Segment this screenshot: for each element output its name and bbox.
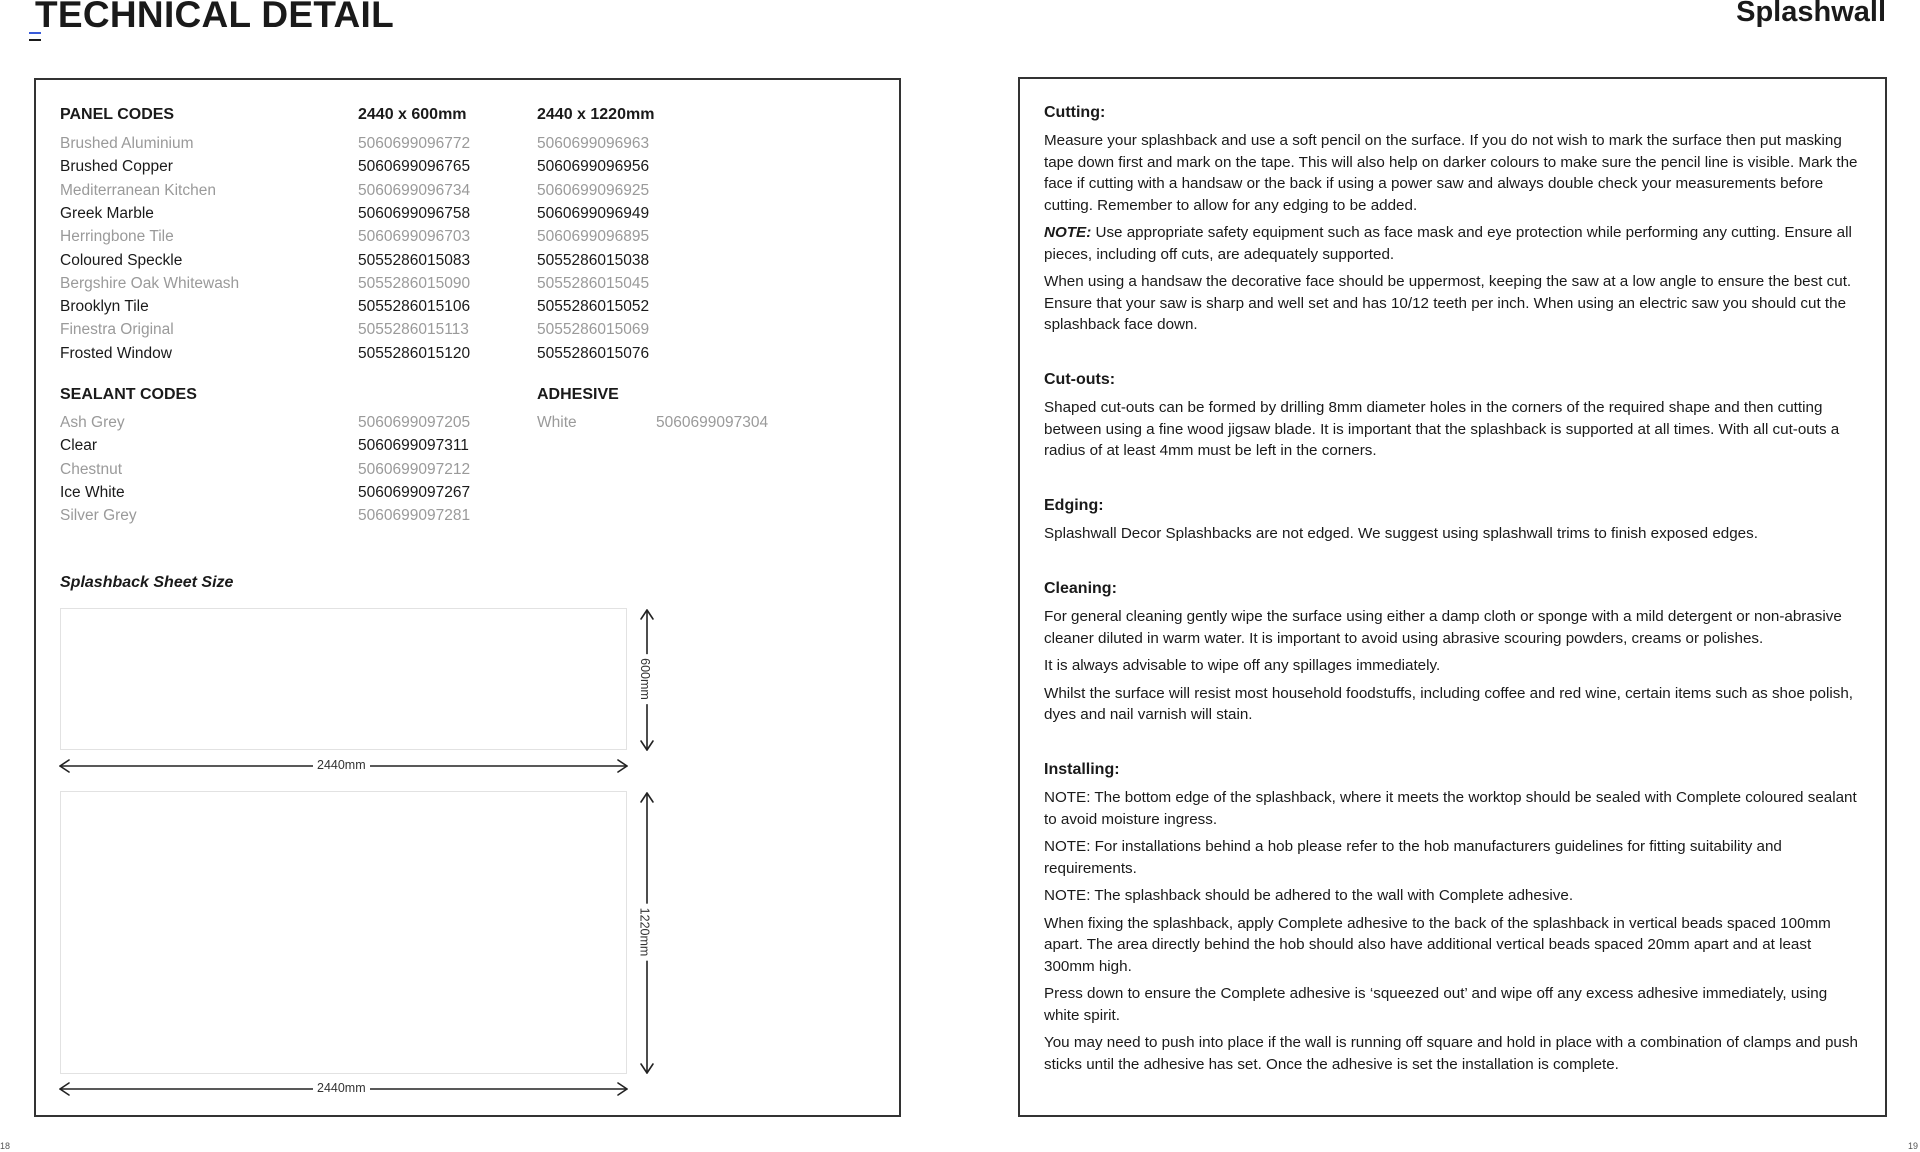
- sealant-code: 5060699097205: [358, 414, 471, 431]
- panel-name: Brushed Copper: [60, 158, 173, 176]
- cleaning-paragraph-2: It is always advisable to wipe off any spillages immediately.: [1044, 657, 1441, 674]
- sealant-code: 5060699097212: [358, 460, 471, 478]
- sealant-codes-heading: SEALANT CODES: [60, 386, 197, 403]
- panel-code-1220: 5055286015052: [537, 298, 650, 316]
- installing-paragraph-4: When fixing the splashback, apply Complete adhesive to the back of the splashback in vertical beads spaced 100mm apart. The area directly behind the hob should also have additional vertical beads spaced 20mm apart and at least 300mm high.: [1044, 914, 1831, 975]
- panel-code-600: 5060699096734: [358, 181, 471, 199]
- panel-name: Bergshire Oak Whitewash: [60, 274, 240, 292]
- small-height-label: 600mm: [638, 654, 652, 704]
- panel-name: Coloured Speckle: [60, 251, 183, 269]
- panel-code-1220: 5060699096956: [537, 158, 650, 176]
- panel-code-1220: 5060699096963: [537, 135, 650, 152]
- cutting-note-lead: NOTE:: [1044, 224, 1092, 241]
- cutting-paragraph-3: When using a handsaw the decorative face should be uppermost, keeping the saw at a low angle to ensure the best cut. Ensure that your saw is sharp and well set and has 10/12 teeth per inch. When using an electric saw you should cut the splashback face down.: [1044, 273, 1852, 333]
- panel-codes-col-600: 2440 x 600mm: [358, 106, 467, 123]
- installing-paragraph-2: NOTE: For installations behind a hob please refer to the hob manufacturers guidelines for fitting suitability and requirements.: [1044, 838, 1782, 877]
- panel-name: Frosted Window: [60, 344, 172, 362]
- cutting-paragraph-1: Measure your splashback and use a soft pencil on the surface. If you do not wish to mark the surface then put masking tape down first and mark on the tape. This will also help on darker colours to make sure the pencil line is visible. Mark the face if cutting with a handsaw or the back if using a power saw and always double check your measurements before cutting. Remember to allow for any edging to be added.: [1044, 132, 1858, 214]
- installing-paragraph-3: NOTE: The splashback should be adhered to the wall with Complete adhesive.: [1044, 887, 1574, 904]
- panel-code-1220: 5055286015069: [537, 321, 650, 339]
- small-width-label: 2440mm: [313, 758, 370, 772]
- panel-name: Mediterranean Kitchen: [60, 181, 216, 199]
- panel-code-600: 5055286015120: [358, 344, 471, 362]
- installing-paragraph-1: NOTE: The bottom edge of the splashback, where it meets the worktop should be sealed with Complete coloured sealant to avoid moisture ingress.: [1044, 789, 1857, 828]
- cleaning-section: [1044, 580, 1864, 732]
- cleaning-paragraph-1: For general cleaning gently wipe the surface using either a damp cloth or sponge with a mild detergent or non-abrasive cleaner diluted in warm water. It is important to avoid using abrasive scouring powders, creams or polishes.: [1044, 608, 1842, 647]
- installing-section: [1044, 761, 1864, 1081]
- panel-code-1220: 5060699096949: [537, 204, 650, 222]
- sealant-name: Silver Grey: [60, 507, 137, 525]
- adhesive-heading: ADHESIVE: [537, 386, 619, 403]
- cutting-heading: Cutting:: [1044, 104, 1106, 121]
- panel-name: Greek Marble: [60, 204, 154, 222]
- panel-name: Finestra Original: [60, 321, 174, 339]
- adhesive-code: 5060699097304: [656, 414, 769, 431]
- sealant-name: Ice White: [60, 483, 125, 501]
- sealant-code: 5060699097281: [358, 507, 471, 525]
- page-number-left: 18: [0, 1141, 11, 1151]
- installing-paragraph-6: You may need to push into place if the wall is running off square and hold in place with a combination of clamps and push sticks until the adhesive has set. Once the adhesive is set the installation is complete.: [1044, 1034, 1858, 1073]
- panel-code-600: 5060699096772: [358, 135, 471, 152]
- cutouts-section: [1044, 371, 1864, 468]
- sealant-code: 5060699097311: [358, 437, 469, 455]
- sealant-name: Ash Grey: [60, 414, 125, 431]
- large-height-label: 1220mm: [637, 904, 651, 961]
- brand-name: Splashwall: [1736, 0, 1886, 28]
- page-number-right: 19: [1907, 1141, 1918, 1151]
- panel-code-600: 5055286015106: [358, 298, 471, 316]
- edging-section: [1044, 497, 1864, 551]
- cleaning-paragraph-3: Whilst the surface will resist most household foodstuffs, including coffee and red wine, certain items such as shoe polish, dyes and nail varnish will stain.: [1044, 684, 1854, 723]
- panel-code-600: 5055286015083: [358, 251, 471, 269]
- panel-name: Brushed Aluminium: [60, 135, 194, 152]
- page-title: TECHNICAL DETAIL: [35, 0, 395, 35]
- panel-name: Brooklyn Tile: [60, 298, 149, 316]
- edging-heading: Edging:: [1044, 497, 1104, 514]
- large-width-label: 2440mm: [313, 1081, 370, 1095]
- cutouts-heading: Cut-outs:: [1044, 371, 1116, 388]
- panel-code-600: 5055286015090: [358, 274, 471, 292]
- panel-codes-col-1220: 2440 x 1220mm: [537, 106, 655, 123]
- sealant-name: Chestnut: [60, 460, 123, 478]
- cleaning-heading: Cleaning:: [1044, 580, 1117, 597]
- adhesive-name: White: [537, 414, 577, 431]
- panel-code-1220: 5060699096895: [537, 228, 650, 246]
- panel-code-1220: 5055286015038: [537, 251, 650, 269]
- installing-paragraph-5: Press down to ensure the Complete adhesive is ‘squeezed out’ and wipe off any excess adhesive immediately, using white spirit.: [1044, 985, 1828, 1024]
- product-codes-panel: [34, 78, 901, 1117]
- panel-codes-heading: PANEL CODES: [60, 106, 175, 123]
- sealant-code: 5060699097267: [358, 483, 471, 501]
- sheet-size-heading: Splashback Sheet Size: [60, 574, 234, 591]
- installing-heading: Installing:: [1044, 761, 1120, 778]
- cutting-note: [1044, 222, 1864, 265]
- panel-code-600: 5060699096765: [358, 158, 471, 176]
- panel-code-1220: 5055286015045: [537, 274, 650, 292]
- cutting-section: [1044, 104, 1864, 342]
- panel-code-1220: 5055286015076: [537, 344, 650, 362]
- panel-code-600: 5060699096758: [358, 204, 471, 222]
- cutting-note-text: Use appropriate safety equipment such as face mask and eye protection while performing any cutting. Ensure all pieces, including off cuts, are adequately supported.: [1044, 224, 1852, 263]
- edging-paragraph-1: Splashwall Decor Splashbacks are not edged. We suggest using splashwall trims to finish exposed edges.: [1044, 525, 1758, 542]
- panel-code-600: 5060699096703: [358, 228, 471, 246]
- panel-name: Herringbone Tile: [60, 228, 174, 246]
- instructions-panel: [1018, 77, 1887, 1117]
- sealant-name: Clear: [60, 437, 98, 455]
- cutouts-paragraph-1: Shaped cut-outs can be formed by drilling 8mm diameter holes in the corners of the required shape and then cutting between using a fine wood jigsaw blade. It is important that the splashback is supported at all times. With all cut-outs a radius of at least 4mm must be left in the corners.: [1044, 399, 1840, 459]
- panel-code-600: 5055286015113: [358, 321, 469, 339]
- panel-code-1220: 5060699096925: [537, 181, 650, 199]
